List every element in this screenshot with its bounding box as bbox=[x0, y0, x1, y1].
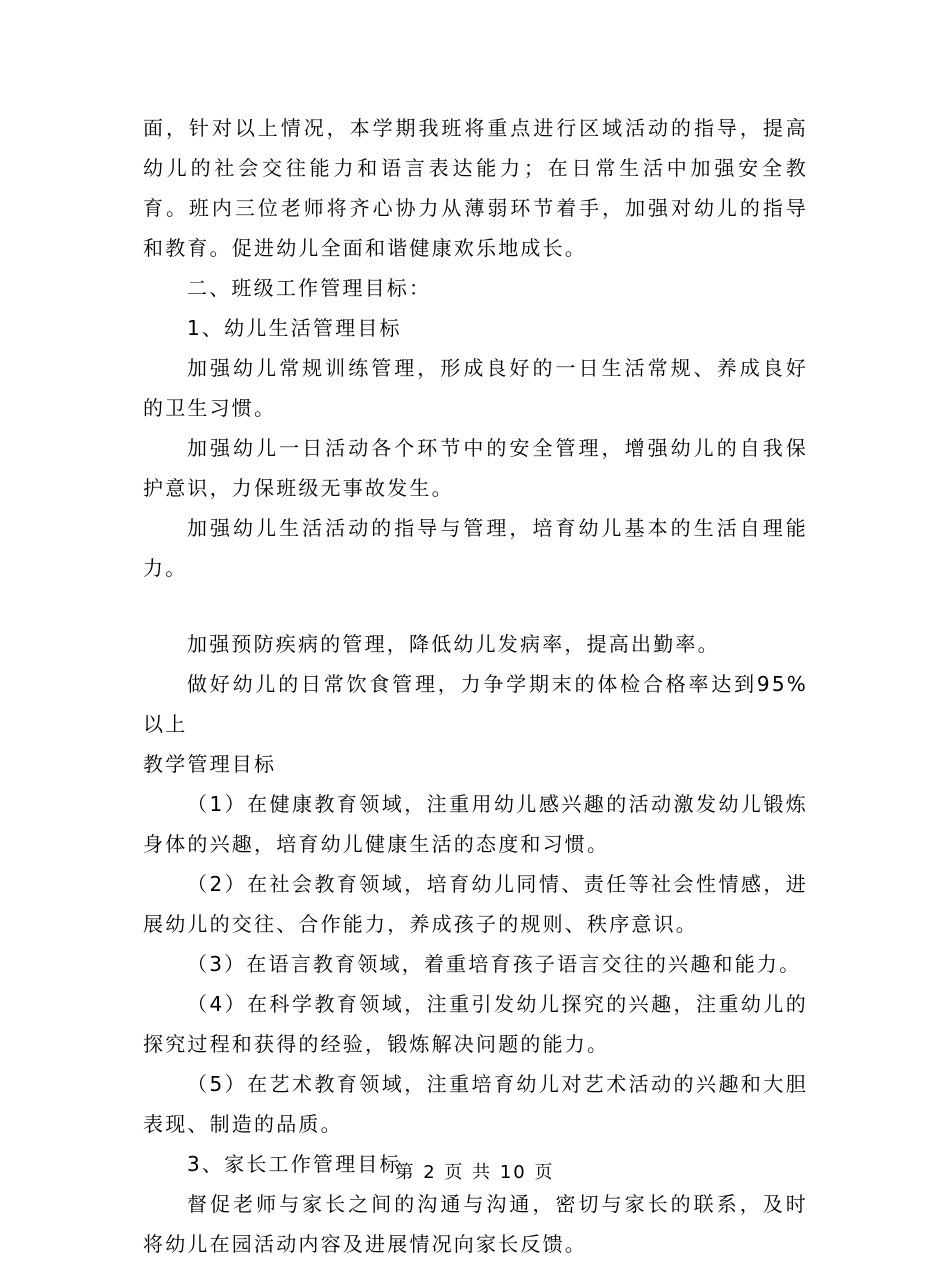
subheading-teaching-management: 教学管理目标 bbox=[143, 752, 277, 776]
paragraph-science-education: （4）在科学教育领域，注重引发幼儿探究的兴趣，注重幼儿的探究过程和获得的经验，锻炼解决问题的能力。 bbox=[143, 992, 808, 1056]
subheading-parent-work-management: 3、家长工作管理目标 bbox=[187, 1152, 402, 1176]
paragraph-self-care: 加强幼儿生活活动的指导与管理，培育幼儿基本的生活自理能力。 bbox=[143, 516, 808, 580]
paragraph-diet-management: 做好幼儿的日常饮食管理，力争学期末的体检合格率达到95%以上 bbox=[143, 672, 808, 736]
paragraph-routine-training: 加强幼儿常规训练管理，形成良好的一日生活常规、养成良好的卫生习惯。 bbox=[143, 356, 808, 420]
paragraph-health-education: （1）在健康教育领域，注重用幼儿感兴趣的活动激发幼儿锻炼身体的兴趣，培育幼儿健康生活的态度和习惯。 bbox=[143, 792, 808, 856]
section-heading-class-management-goals: 二、班级工作管理目标： bbox=[187, 276, 432, 300]
subheading-child-life-management: 1、幼儿生活管理目标 bbox=[187, 316, 402, 340]
paragraph-language-education: （3）在语言教育领域，着重培育孩子语言交往的兴趣和能力。 bbox=[187, 952, 802, 976]
paragraph-safety-management: 加强幼儿一日活动各个环节中的安全管理，增强幼儿的自我保护意识，力保班级无事故发生。 bbox=[143, 436, 808, 500]
paragraph-parent-communication: 督促老师与家长之间的沟通与沟通，密切与家长的联系，及时将幼儿在园活动内容及进展情况向家长反馈。 bbox=[143, 1192, 808, 1256]
paragraph-art-education: （5）在艺术教育领域，注重培育幼儿对艺术活动的兴趣和大胆表现、制造的品质。 bbox=[143, 1072, 808, 1136]
paragraph-disease-prevention: 加强预防疾病的管理，降低幼儿发病率，提高出勤率。 bbox=[187, 632, 720, 656]
page-number-footer: 第 2 页 共 10 页 bbox=[395, 1162, 555, 1183]
document-body bbox=[143, 108, 808, 1264]
paragraph-social-education: （2）在社会教育领域，培育幼儿同情、责任等社会性情感，进展幼儿的交往、合作能力，养成孩子的规则、秩序意识。 bbox=[143, 872, 808, 936]
paragraph-continuation: 面，针对以上情况，本学期我班将重点进行区域活动的指导，提高幼儿的社会交往能力和语言表达能力；在日常生活中加强安全教育。班内三位老师将齐心协力从薄弱环节着手，加强对幼儿的指导和教育。促进幼儿全面和谐健康欢乐地成长。 bbox=[143, 116, 808, 260]
